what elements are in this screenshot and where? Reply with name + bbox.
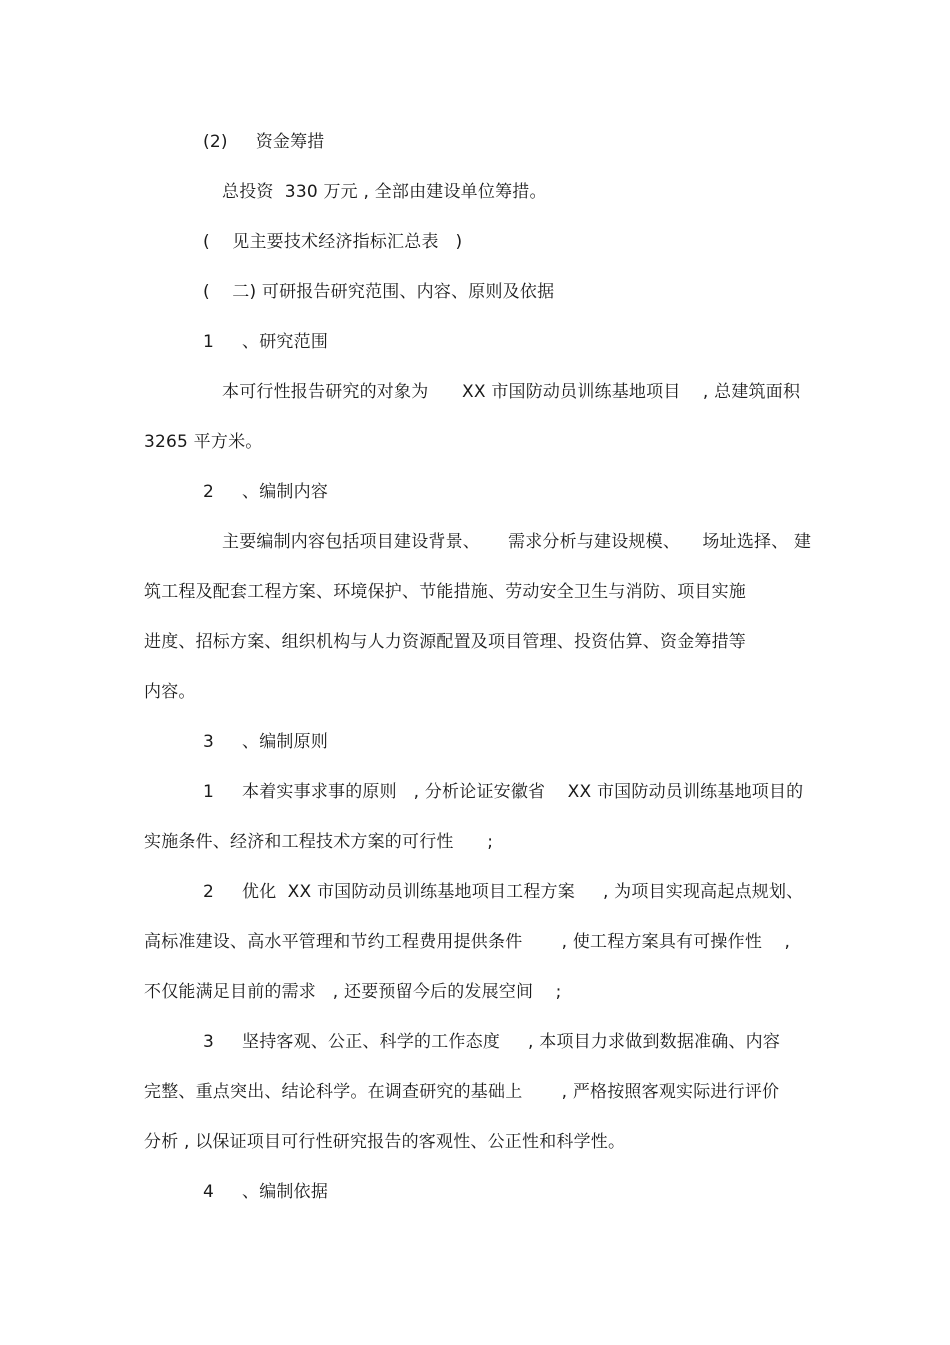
principle-3-line-2: 完整、重点突出、结论科学。在调查研究的基础上 , 严格按照客观实际进行评价 [144, 1082, 780, 1102]
subheading-compilation-basis: 4 、编制依据 [203, 1182, 329, 1202]
paragraph-content-line-3: 进度、招标方案、组织机构与人力资源配置及项目管理、投资估算、资金筹措等 [144, 632, 746, 652]
subheading-research-scope: 1 、研究范围 [203, 332, 329, 352]
note-see-summary-table: ( 见主要技术经济指标汇总表 ) [203, 232, 463, 252]
principle-2-line-3: 不仅能满足目前的需求 , 还要预留今后的发展空间 ; [144, 982, 562, 1002]
principle-3-line-3: 分析 , 以保证项目可行性研究报告的客观性、公正性和科学性。 [144, 1132, 626, 1152]
principle-3-line-1: 3 坚持客观、公正、科学的工作态度 , 本项目力求做到数据准确、内容 [203, 1032, 781, 1052]
principle-2-line-2: 高标准建设、高水平管理和节约工程费用提供条件 , 使工程方案具有可操作性 , [144, 932, 791, 952]
paragraph-content-line-2: 筑工程及配套工程方案、环境保护、节能措施、劳动安全卫生与消防、项目实施 [144, 582, 746, 602]
heading-funding: (2) 资金筹措 [203, 132, 325, 152]
paragraph-scope-line-2: 3265 平方米。 [144, 432, 263, 452]
principle-1-line-1: 1 本着实事求事的原则 , 分析论证安徽省 XX 市国防动员训练基地项目的 [203, 782, 804, 802]
subheading-compilation-principles: 3 、编制原则 [203, 732, 329, 752]
paragraph-total-investment: 总投资 330 万元 , 全部由建设单位筹措。 [222, 182, 547, 202]
paragraph-scope-line-1: 本可行性报告研究的对象为 XX 市国防动员训练基地项目 , 总建筑面积 [222, 382, 801, 402]
principle-1-line-2: 实施条件、经济和工程技术方案的可行性 ; [144, 832, 494, 852]
subheading-compilation-content: 2 、编制内容 [203, 482, 329, 502]
principle-2-line-1: 2 优化 XX 市国防动员训练基地项目工程方案 , 为项目实现高起点规划、 [203, 882, 804, 902]
section-heading-scope-content-principles: ( 二) 可研报告研究范围、内容、原则及依据 [203, 282, 555, 302]
paragraph-content-line-4: 内容。 [144, 682, 196, 702]
paragraph-content-line-1: 主要编制内容包括项目建设背景、 需求分析与建设规模、 场址选择、 建 [222, 532, 812, 552]
